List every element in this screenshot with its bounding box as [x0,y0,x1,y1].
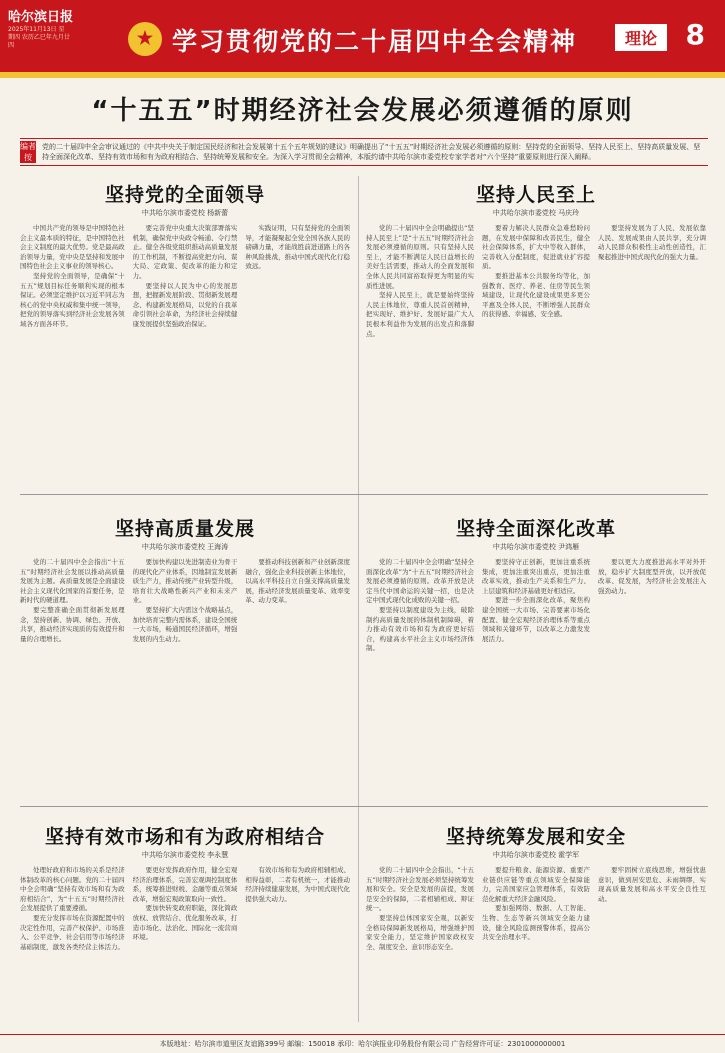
masthead [0,0,725,78]
paragraph: 有效市场和有为政府相辅相成、相得益彰，二者有机统一，才能推动经济持续健康发展，为中国式现代化提供强大动力。 [245,866,350,903]
paragraph: 要牢固树立底线思维，增强忧患意识，做到居安思危、未雨绸缪，实现高质量发展和高水平安全良性互动。 [598,866,706,903]
paragraph: 要坚持总体国家安全观，以新安全格局保障新发展格局，增强维护国家安全能力，坚定维护国家政权安全、制度安全、意识形态安全。 [366,913,474,951]
paragraph: 要推动科技创新和产业创新深度融合，强化企业科技创新主体地位，以高水平科技自立自强支撑高质量发展，推动经济发展质量变革、效率变革、动力变革。 [245,558,350,605]
paragraph: 要完整准确全面贯彻新发展理念，坚持创新、协调、绿色、开放、共享，推动经济实现质的有效提升和量的合理增长。 [20,605,125,643]
issue-date: 2025年11月13日 星期四 农历乙巳年九月廿四 [8,26,70,49]
article-title: 坚持全面深化改革 [455,518,616,540]
page-footer: 本版地址：哈尔滨市道里区友谊路399号 邮编：150018 承印：哈尔滨报业印务股份有限公司 广告经营许可证：2301000000001 [0,1034,725,1053]
paragraph: 要更好发挥政府作用，健全宏观经济治理体系，完善宏观调控制度体系，统筹推进财税、金融等重点领域改革，增强宏观政策取向一致性。 [132,866,238,903]
article-column [245,558,350,790]
masthead-stripe [0,72,725,78]
page-number: 8 [685,18,705,51]
row-divider [20,806,708,807]
article-byline: 中共哈尔滨市委党校 马庆玲 [492,209,580,217]
article-development-and-security [366,814,706,1030]
paragraph: 坚持人民至上，就是要始终坚持人民主体地位，尊重人民首创精神，把实现好、维护好、发展好最广大人民根本利益作为发展的出发点和落脚点。 [366,291,474,338]
page-headline: “十五五”时期经济社会发展必须遵循的原则 [91,96,634,126]
article-byline: 中共哈尔滨市委党校 王海涛 [141,543,229,551]
article-column [245,866,350,1026]
editor-note-text: 党的二十届四中全会审议通过的《中共中央关于制定国民经济和社会发展第十五个五年规划的建议》明确提出了“十五五”时期经济社会发展必须遵循的原则：坚持党的全面领导、坚持人民至上、坚持高质量发展、坚持全面深化改革、坚持有效市场和有为政府相结合、坚持统筹发展和安全。为深入学习贯彻全会精神，本版约请中共哈尔滨市委党校专家学者对“六个坚持”重要原则进行深入阐释。 [42,143,701,161]
paragraph: 要完善党中央重大决策部署落实机制，确保党中央政令畅通、令行禁止。健全各级党组织推动高质量发展的工作机制，不断提高党把方向、谋大局、定政策、促改革的能力和定力。 [132,224,238,280]
article-column [245,224,350,474]
article-column [366,866,474,1026]
row-divider [20,494,708,495]
article-high-quality-development [20,506,350,796]
article-title: 坚持党的全面领导 [104,184,265,206]
article-people-first [366,172,706,482]
paragraph: 要进一步全面深化改革，聚焦构建全国统一大市场、完善要素市场化配置、健全宏观经济治理体系等重点领域和关键环节，以改革之力激发发展活力。 [482,596,590,643]
article-column [366,224,474,474]
column-divider [358,176,359,1022]
article-party-leadership [20,172,350,482]
paragraph: 党的二十届四中全会指出“十五五”时期经济社会发展以推动高质量发展为主题。高质量发展是全面建设社会主义现代化国家的首要任务，是新时代的硬道理。 [20,558,125,605]
article-column [133,224,238,474]
article-title: 坚持有效市场和有为政府相结合 [44,826,325,848]
article-market-and-government [20,814,350,1030]
article-column [482,224,590,474]
article-column [20,558,125,790]
newspaper-logo: 哈尔滨日报 [8,10,74,25]
article-byline: 中共哈尔滨市委党校 霍学军 [492,851,580,859]
paragraph: 党的二十届四中全会明确提出“坚持人民至上”是“十五五”时期经济社会发展必须遵循的原则。只有坚持人民至上，才能不断满足人民日益增长的美好生活需要，推动人的全面发展和全体人民共同富裕取得更为明显的实质性进展。 [366,224,474,290]
article-column [598,224,706,474]
article-column [482,558,590,790]
paragraph: 要着力解决人民群众急难愁盼问题，在发展中保障和改善民生，健全社会保障体系，扩大中等收入群体，完善收入分配制度，促进就业扩容提质。 [482,224,590,271]
paragraph: 要坚持扩大内需这个战略基点，加快培育完整内需体系，建设全国统一大市场，畅通国民经济循环，增强发展的内生动力。 [132,605,238,643]
article-column [482,866,590,1026]
paragraph: 要坚持以制度建设为主线，破除制约高质量发展的体制机制障碍，着力推动有效市场和有为政府更好结合，构建高水平社会主义市场经济体制。 [366,605,474,653]
paragraph: 要推进基本公共服务均等化，加强教育、医疗、养老、住房等民生领域建设，让现代化建设成果更多更公平惠及全体人民，不断增强人民群众的获得感、幸福感、安全感。 [482,271,590,319]
paragraph: 要充分发挥市场在资源配置中的决定性作用，完善产权保护、市场准入、公平竞争、社会信用等市场经济基础制度，激发各类经营主体活力。 [20,913,125,951]
paragraph: 党的二十届四中全会指出，“十五五”时期经济社会发展必须坚持统筹发展和安全。安全是发展的前提，发展是安全的保障，二者相辅相成、辩证统一。 [366,866,474,913]
article-title: 坚持高质量发展 [114,518,255,540]
article-column [366,558,474,790]
article-byline: 中共哈尔滨市委党校 李永慧 [141,851,229,859]
article-title: 坚持统筹发展和安全 [445,826,626,848]
article-column [133,866,238,1026]
paragraph: 要坚持以人民为中心的发展思想，把握新发展阶段、贯彻新发展理念、构建新发展格局，以党的自我革命引领社会革命，为经济社会持续健康发展提供坚强政治保证。 [132,281,238,328]
editor-note [20,138,708,166]
paragraph: 要加强网络、数据、人工智能、生物、生态等新兴领域安全能力建设，健全风险监测预警体系，提高公共安全治理水平。 [482,904,590,942]
paragraph: 要坚持发展为了人民、发展依靠人民、发展成果由人民共享，充分调动人民群众积极性主动性创造性，汇聚起推进中国式现代化的强大力量。 [598,224,706,261]
paragraph: 中国共产党的领导是中国特色社会主义最本质的特征，是中国特色社会主义制度的最大优势。党是最高政治领导力量，党中央是坚持和发展中国特色社会主义事业的领导核心。 [20,224,125,271]
paragraph: 坚持党的全面领导，是确保“十五五”规划目标任务顺利实现的根本保证。必须坚定维护以习近平同志为核心的党中央权威和集中统一领导，把党的领导落实到经济社会发展各领域各方面各环节。 [20,271,125,328]
article-title: 坚持人民至上 [475,184,596,206]
paragraph: 要以更大力度推进高水平对外开放，稳步扩大制度型开放，以开放促改革、促发展，为经济社会发展注入强劲动力。 [598,558,706,595]
article-column [598,558,706,790]
paragraph: 要加快构建以先进制造业为骨干的现代化产业体系，因地制宜发展新质生产力，推动传统产业转型升级，培育壮大战略性新兴产业和未来产业。 [132,558,238,605]
paragraph: 要加快转变政府职能，深化简政放权、放管结合、优化服务改革，打造市场化、法治化、国际化一流营商环境。 [132,904,238,942]
article-column [133,558,238,790]
article-deepening-reform [366,506,706,796]
article-column [20,866,125,1026]
article-byline: 中共哈尔滨市委党校 杨新蕾 [141,209,229,217]
editor-note-tag: 编者按 [20,142,36,162]
article-column [598,866,706,1026]
paragraph: 要坚持守正创新，更加注重系统集成，更加注重突出重点，更加注重改革实效，推动生产关系和生产力、上层建筑和经济基础更好相适应。 [482,558,590,595]
paragraph: 党的二十届四中全会明确“坚持全面深化改革”为“十五五”时期经济社会发展必须遵循的原则。改革开放是决定当代中国命运的关键一招，也是决定中国式现代化成败的关键一招。 [366,558,474,605]
paragraph: 要提升粮食、能源资源、重要产业链供应链等重点领域安全保障能力，完善国家应急管理体系，有效防范化解重大经济金融风险。 [482,866,590,903]
article-column [20,224,125,474]
paragraph: 实践证明，只有坚持党的全面领导，才能凝聚起全党全国各族人民的磅礴力量，才能战胜前进道路上的各种风险挑战，推动中国式现代化行稳致远。 [245,224,350,271]
article-byline: 中共哈尔滨市委党校 尹鸿雁 [492,543,580,551]
party-emblem-icon: ★ [128,22,162,56]
banner-title: 学习贯彻党的二十届四中全会精神 [172,27,578,56]
paragraph: 处理好政府和市场的关系是经济体制改革的核心问题。党的二十届四中全会明确“坚持有效市场和有为政府相结合”，为“十五五”时期经济社会发展提供了重要遵循。 [20,866,125,913]
section-label: 理论 [615,24,667,51]
